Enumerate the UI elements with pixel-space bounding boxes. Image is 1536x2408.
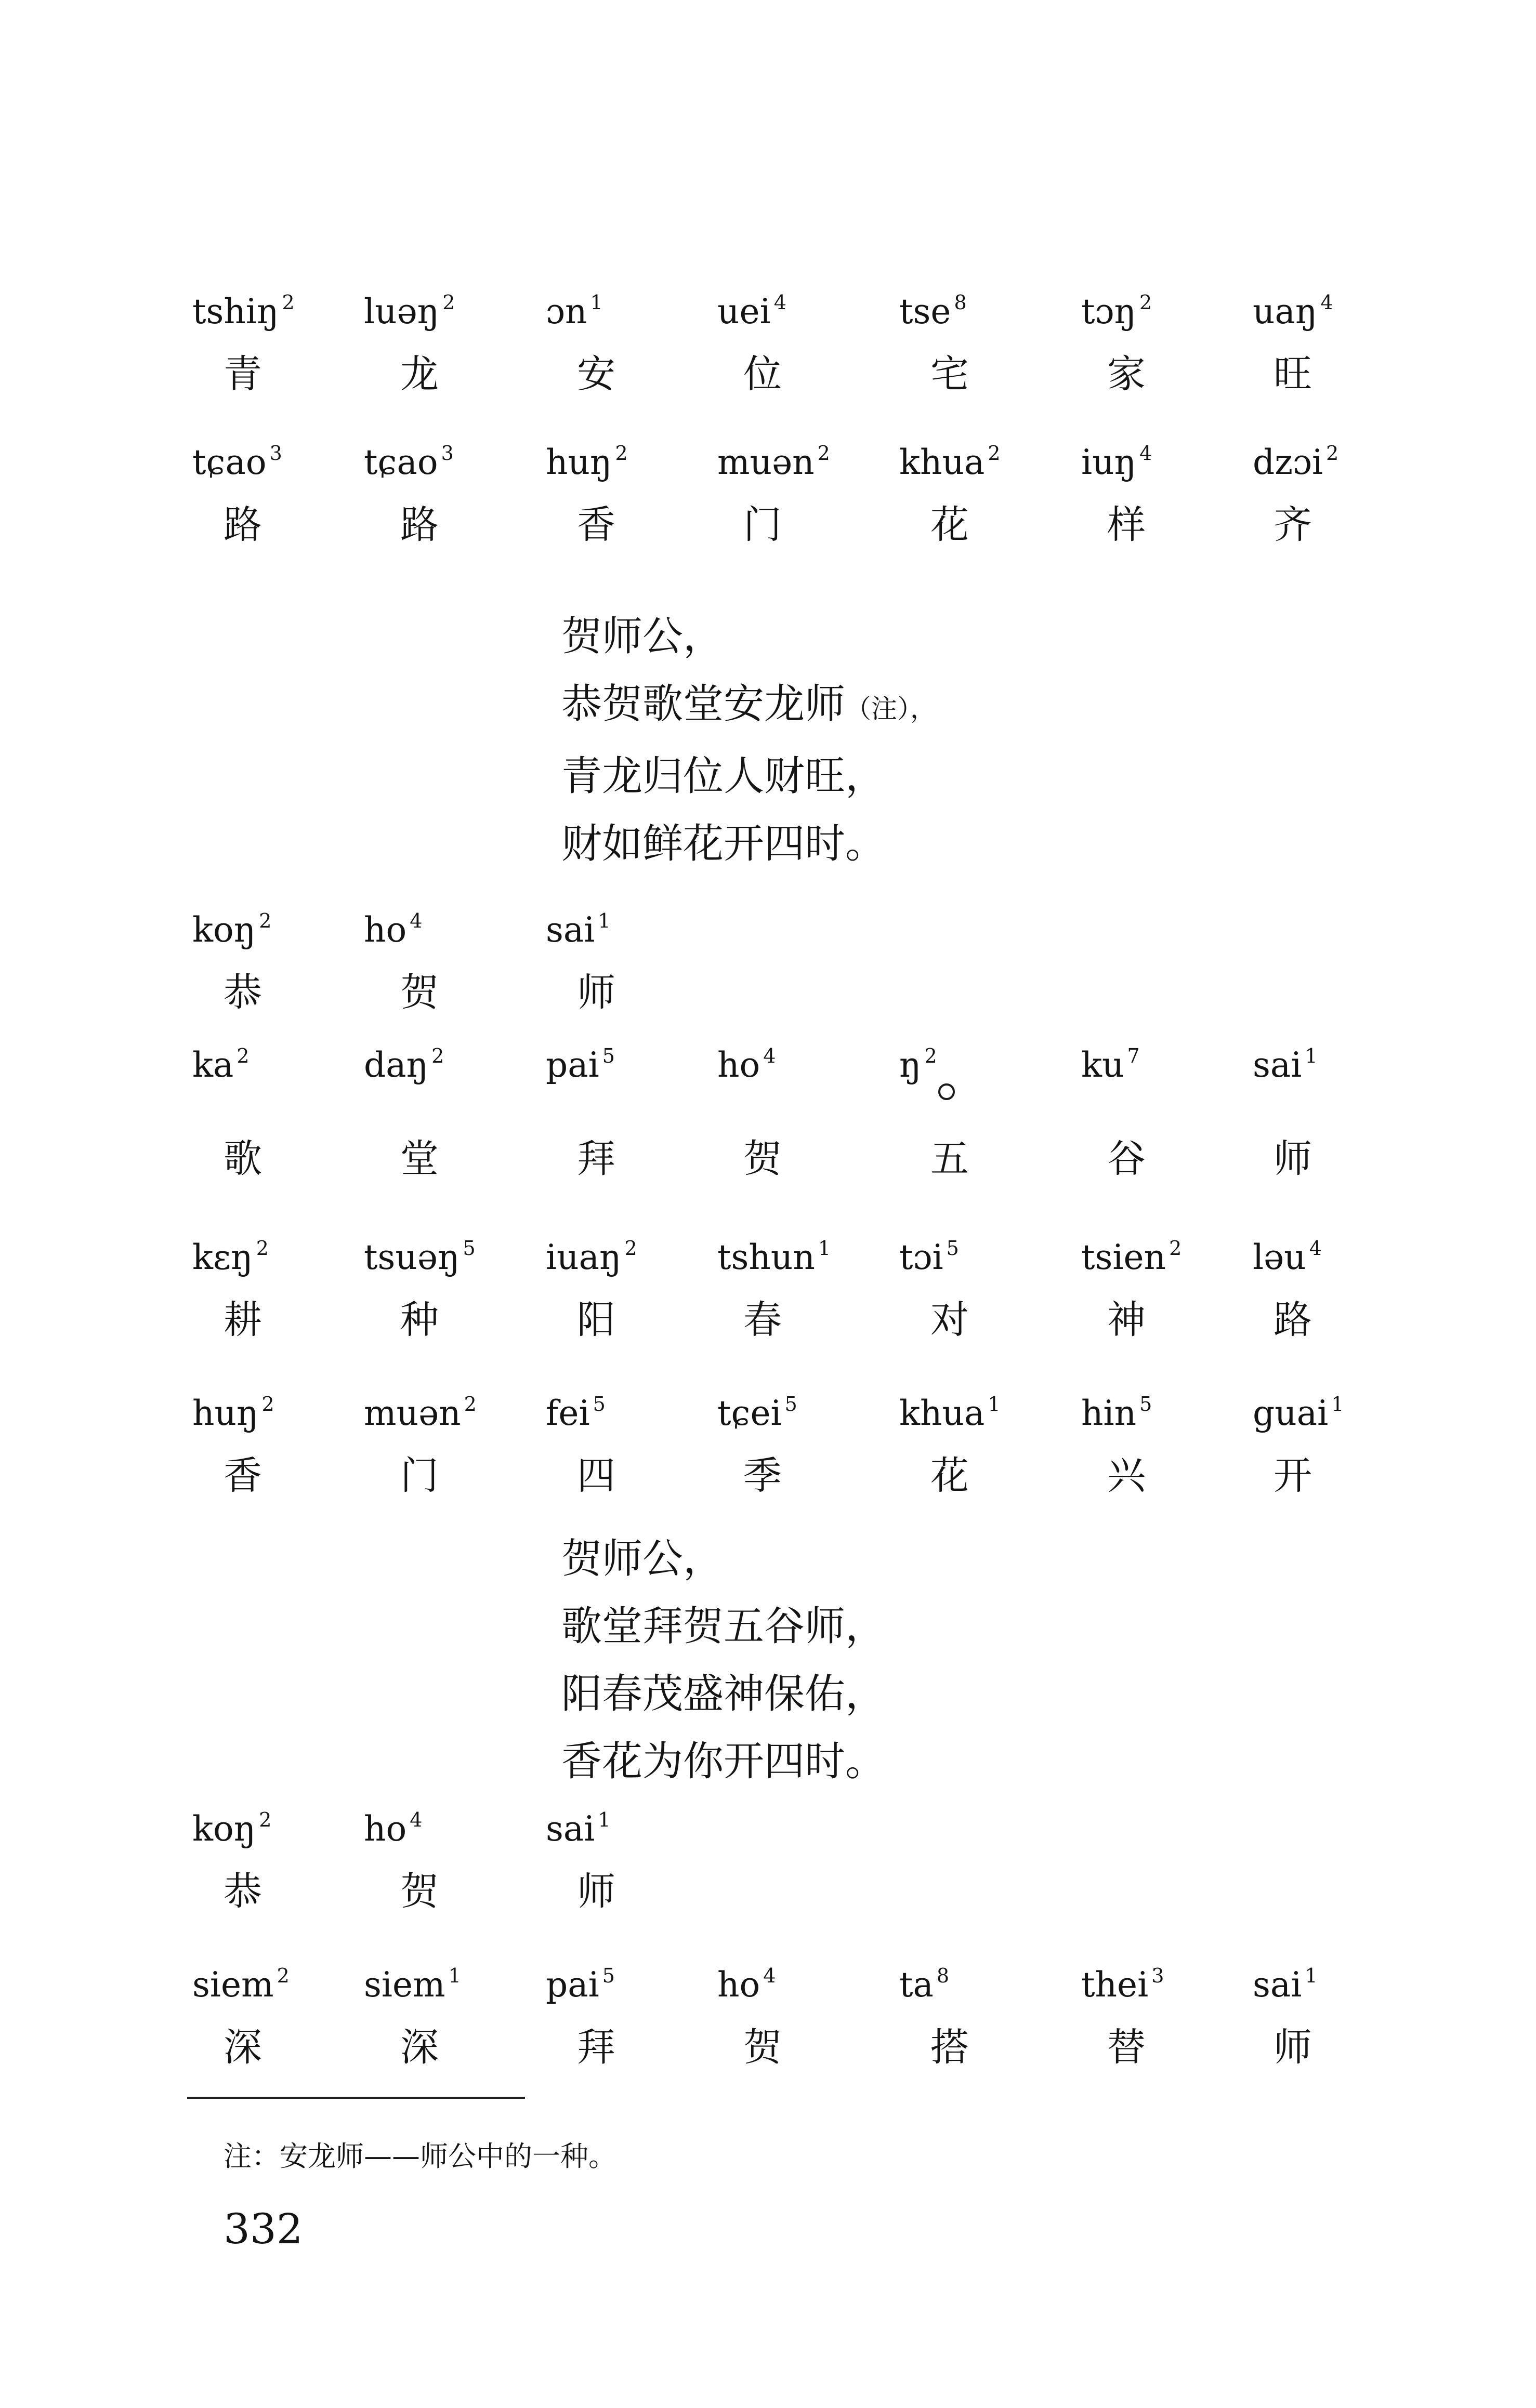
phonetic-row [192,281,1403,343]
phonetic-row [192,1798,1403,1860]
syllable-base: guai [1253,1393,1329,1433]
syllable-base: koŋ [192,910,256,950]
verse-line: 贺师公， [561,613,724,660]
syllable-base: uaŋ [1253,292,1318,332]
hanzi-character: 家 [1107,352,1146,396]
phonetic-row [192,1954,1403,2016]
tone-number: 2 [256,1237,269,1260]
tone-number: 1 [1305,1044,1318,1067]
phonetic-syllable [1253,431,1338,494]
transcription-block-3 [192,1798,1403,2079]
tone-number: 2 [624,1237,637,1260]
syllable-base: tsuəŋ [364,1237,460,1277]
phonetic-row [192,899,1403,961]
footnote: 注：安龙师——师公中的一种。 [224,2140,616,2173]
syllable-base: sai [1253,1045,1302,1085]
hanzi-character: 替 [1107,2025,1146,2070]
syllable-base: siem [192,1965,274,2005]
syllable-base: tɔi [899,1237,943,1277]
tone-number: 5 [602,1044,615,1067]
hanzi-row [192,1860,1403,1923]
hanzi-character: 贺 [400,970,439,1015]
tone-number: 2 [277,1964,290,1987]
tone-number: 5 [946,1237,959,1260]
tone-number: 4 [410,909,423,932]
syllable-base: huŋ [192,1393,259,1433]
hanzi-character: 门 [743,502,782,547]
hanzi-character: 深 [224,2025,262,2070]
phonetic-row [192,1034,1403,1096]
phonetic-syllable [1081,1034,1140,1096]
phonetic-syllable [1253,1034,1318,1096]
phonetic-syllable [364,1226,476,1289]
verse-line: 香花为你开四时。 [561,1738,886,1785]
verse-line: 歌堂拜贺五谷师， [561,1603,886,1650]
tone-number: 1 [598,909,611,932]
verse-line: 财如鲜花开四时。 [561,821,886,867]
tone-number: 4 [1320,291,1333,314]
hanzi-character: 路 [400,502,439,547]
hanzi-row [192,2016,1403,2079]
tone-number: 2 [259,1808,272,1831]
tone-number: 3 [441,442,454,465]
hanzi-character: 对 [930,1298,969,1342]
verse-line: 青龙归位人财旺， [561,753,886,800]
hanzi-character: 旺 [1274,352,1312,396]
hanzi-character: 师 [577,1869,615,1914]
syllable-base: huŋ [546,442,612,482]
transcription-block-2 [192,899,1403,1507]
syllable-base: ku [1081,1045,1124,1085]
phonetic-syllable [1253,281,1333,343]
hanzi-character: 安 [577,352,615,396]
hanzi-character: 神 [1107,1298,1146,1342]
syllable-base: pai [546,1965,599,2005]
tone-number: 5 [463,1237,476,1260]
tone-number: 1 [1331,1393,1344,1415]
hanzi-row [192,1445,1403,1507]
hanzi-row [192,961,1403,1024]
tone-number: 5 [593,1393,606,1415]
tone-number: 1 [590,291,603,314]
tone-number: 2 [817,442,830,465]
hanzi-character: 贺 [743,1136,782,1181]
hanzi-character: 花 [930,1453,969,1498]
phonetic-syllable [192,1382,274,1445]
phonetic-syllable [364,1954,461,2016]
phonetic-row [192,1226,1403,1289]
verse-2 [561,1525,886,1795]
hanzi-character: 种 [400,1298,439,1342]
phonetic-syllable [364,899,422,961]
tone-number: 4 [773,291,786,314]
phonetic-syllable [364,1034,444,1096]
syllable-base: ho [717,1965,760,2005]
tone-number: 2 [1139,291,1152,314]
tone-number: 1 [988,1393,1001,1415]
hanzi-character: 季 [743,1453,782,1498]
tone-number: 2 [924,1044,937,1067]
phonetic-syllable [546,1226,637,1289]
phonetic-syllable [192,1798,271,1860]
phonetic-syllable [717,281,786,343]
syllable-base: tshiŋ [192,292,279,332]
hanzi-character: 位 [743,352,782,396]
hanzi-character: 龙 [400,352,439,396]
tone-number: 1 [1305,1964,1318,1987]
phonetic-syllable [1253,1226,1322,1289]
hanzi-row [192,1128,1403,1190]
syllable-base: luəŋ [364,292,440,332]
phonetic-syllable [546,899,611,961]
hanzi-character: 兴 [1107,1453,1146,1498]
tone-number: 2 [431,1044,444,1067]
phonetic-syllable [717,1382,797,1445]
verse-line [561,670,936,743]
hanzi-character: 春 [743,1298,782,1342]
tone-number: 5 [602,1964,615,1987]
syllable-base: muən [364,1393,461,1433]
hanzi-character: 拜 [577,1136,615,1181]
syllable-base: iuŋ [1081,442,1137,482]
hanzi-row [192,494,1403,556]
phonetic-syllable [1081,281,1152,343]
hanzi-row [192,343,1403,405]
phonetic-syllable [364,431,454,494]
hanzi-character: 样 [1107,502,1146,547]
hanzi-character: 师 [1274,1136,1312,1181]
phonetic-syllable [192,1954,290,2016]
phonetic-syllable [546,1034,615,1096]
hanzi-row [192,1289,1403,1351]
syllable-base: ho [364,1809,407,1849]
phonetic-syllable [1081,1382,1152,1445]
syllable-base: thei [1081,1965,1149,2005]
phonetic-syllable [192,281,295,343]
syllable-base: tɔŋ [1081,292,1136,332]
phonetic-syllable [192,899,271,961]
phonetic-syllable [899,1034,937,1096]
phonetic-syllable [899,281,967,343]
phonetic-syllable [192,1226,269,1289]
syllable-base: ɔn [546,292,587,332]
syllable-base: koŋ [192,1809,256,1849]
hanzi-character: 香 [224,1453,262,1498]
hanzi-character: 谷 [1107,1136,1146,1181]
phonetic-row [192,431,1403,494]
phonetic-syllable [546,1954,615,2016]
syllable-base: fei [546,1393,590,1433]
syllable-base: tɕei [717,1393,782,1433]
syllable-base: tɕao [192,442,267,482]
tone-number: 3 [269,442,282,465]
tone-number: 2 [464,1393,477,1415]
tone-number: 1 [598,1808,611,1831]
tone-number: 4 [763,1964,776,1987]
hanzi-character: 青 [224,352,262,396]
tone-number: 4 [1139,442,1152,465]
syllable-base: tshun [717,1237,815,1277]
tone-number: 4 [1309,1237,1322,1260]
phonetic-syllable [192,431,282,494]
hanzi-character: 开 [1274,1453,1312,1498]
phonetic-row [192,1382,1403,1445]
verse-1 [561,603,936,878]
phonetic-syllable [899,1382,1001,1445]
tone-number: 2 [988,442,1001,465]
tone-number: 1 [818,1237,831,1260]
tone-number: 2 [1326,442,1339,465]
phonetic-syllable [546,431,628,494]
hanzi-character: 宅 [930,352,969,396]
syllable-base: ŋ [899,1045,922,1085]
hanzi-character: 歌 [224,1136,262,1181]
syllable-base: ho [364,910,407,950]
hanzi-character: 师 [577,970,615,1015]
hanzi-character: 五 [930,1136,969,1181]
hanzi-character: 师 [1274,2025,1312,2070]
tone-number: 5 [1139,1393,1152,1415]
hanzi-character: 路 [224,502,262,547]
syllable-base: kɛŋ [192,1237,253,1277]
syllable-base: uei [717,292,771,332]
phonetic-syllable [717,1954,776,2016]
hanzi-character: 贺 [400,1869,439,1914]
tone-number: 1 [448,1964,461,1987]
syllable-base: khua [899,442,985,482]
phonetic-syllable [1253,1382,1344,1445]
phonetic-syllable [546,1382,606,1445]
syllable-base: pai [546,1045,599,1085]
hanzi-character: 贺 [743,2025,782,2070]
hanzi-character: 齐 [1274,502,1312,547]
phonetic-syllable [899,431,1001,494]
phonetic-syllable [899,1226,959,1289]
tone-number: 3 [1151,1964,1164,1987]
syllable-base: ho [717,1045,760,1085]
syllable-base: muən [717,442,815,482]
hanzi-character: 阳 [577,1298,615,1342]
hanzi-character: 香 [577,502,615,547]
hanzi-character: 堂 [400,1136,439,1181]
syllable-base: ta [899,1965,934,2005]
syllable-base: tsien [1081,1237,1166,1277]
footnote-rule [187,2097,525,2099]
phonetic-syllable [1081,1226,1181,1289]
phonetic-syllable [899,1954,949,2016]
phonetic-syllable [364,1798,422,1860]
tone-number: 8 [936,1964,950,1987]
tone-number: 4 [763,1044,776,1067]
phonetic-syllable [546,281,603,343]
hanzi-character: 路 [1274,1298,1312,1342]
phonetic-syllable [717,431,830,494]
syllable-base: ləu [1253,1237,1306,1277]
hanzi-character: 四 [577,1453,615,1498]
hanzi-character: 恭 [224,970,262,1015]
hanzi-character: 耕 [224,1298,262,1342]
verse-line: 贺师公， [561,1536,724,1582]
phonetic-syllable [717,1034,776,1096]
page-number: 332 [224,2205,303,2253]
tone-number: 4 [410,1808,423,1831]
syllabic-mark [938,1083,955,1100]
transcription-block-1 [192,281,1403,556]
verse-line: 阳春茂盛神保佑， [561,1671,886,1717]
verse-line-text: 恭贺歌堂安龙师 [561,681,846,727]
syllable-base: khua [899,1393,985,1433]
hanzi-character: 拜 [577,2025,615,2070]
syllable-base: sai [546,1809,595,1849]
tone-number: 2 [261,1393,274,1415]
syllable-base: ka [192,1045,234,1085]
tone-number: 2 [282,291,295,314]
tone-number: 2 [442,291,455,314]
phonetic-syllable [1253,1954,1318,2016]
syllable-base: sai [546,910,595,950]
tone-number: 2 [259,909,272,932]
syllable-base: hin [1081,1393,1137,1433]
syllable-base: daŋ [364,1045,429,1085]
phonetic-syllable [1081,431,1152,494]
tone-number: 2 [237,1044,250,1067]
hanzi-character: 深 [400,2025,439,2070]
hanzi-character: 门 [400,1453,439,1498]
syllable-base: tse [899,292,951,332]
syllable-base: siem [364,1965,445,2005]
tone-number: 2 [615,442,628,465]
hanzi-character: 恭 [224,1869,262,1914]
syllable-base: dzɔi [1253,442,1323,482]
phonetic-syllable [546,1798,611,1860]
tone-number: 8 [954,291,967,314]
phonetic-syllable [717,1226,831,1289]
tone-number: 7 [1127,1044,1140,1067]
syllable-base: sai [1253,1965,1302,2005]
hanzi-character: 花 [930,502,969,547]
phonetic-syllable [192,1034,250,1096]
phonetic-syllable [1081,1954,1164,2016]
phonetic-syllable [364,1382,477,1445]
hanzi-character: 搭 [930,2025,969,2070]
tone-number: 5 [784,1393,797,1415]
note-mark: （注）， [845,694,937,724]
syllable-base: tɕao [364,442,438,482]
syllable-base: iuaŋ [546,1237,622,1277]
tone-number: 2 [1169,1237,1182,1260]
phonetic-syllable [364,281,455,343]
